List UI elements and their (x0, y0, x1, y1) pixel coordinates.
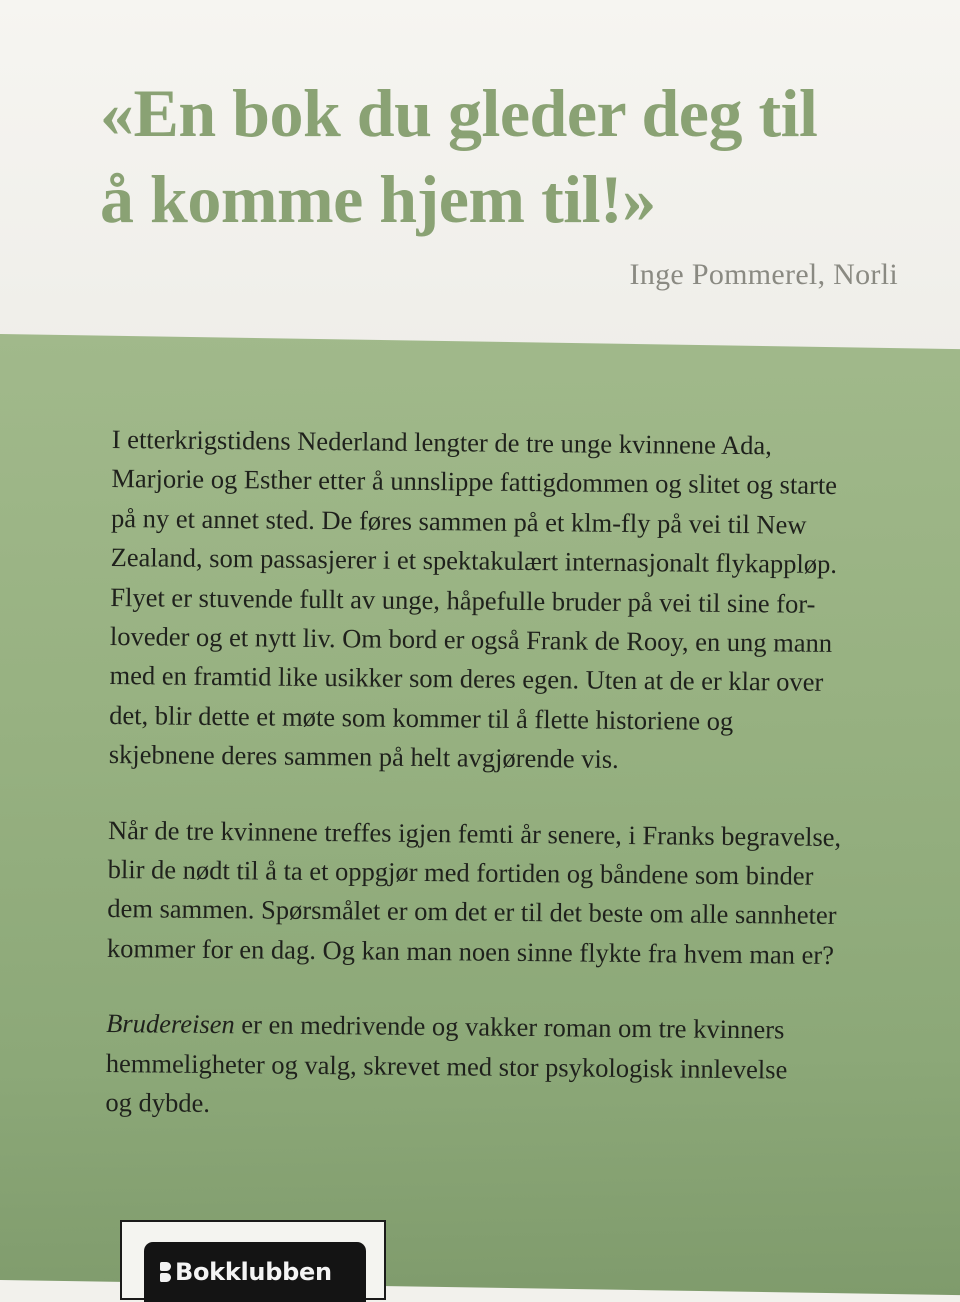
book-description (105, 420, 912, 1166)
paragraph-line: kommer for en dag. Og kan man noen sinne flykte fra hvem man er? (106, 932, 835, 970)
paragraph-line: blir de nødt til å ta et oppgjør med fortiden og båndene som binder (107, 854, 814, 891)
paragraph-line-rest: er en medrivende og vakker roman om tre kvinners (234, 1009, 785, 1045)
quote-attribution: Inge Pommerel, Norli (629, 258, 898, 291)
paragraph-line: hemmeligheter og valg, skrevet med stor psykologisk innlevelse (105, 1047, 788, 1085)
paragraph-line: og dybde. (105, 1087, 211, 1119)
paragraph-line: det, blir dette et møte som kommer til å flette historiene og (109, 699, 734, 736)
book-title: Brudereisen (106, 1008, 235, 1040)
paragraph-line: Når de tre kvinnene treffes igjen femti år senere, i Franks begravelse, (107, 814, 842, 852)
paragraph-line: med en framtid like usikker som deres egen. Uten at de er klar over (109, 660, 824, 698)
paragraph-line: Zealand, som passasjerer i et spektakulært internasjonalt flykappløp. (110, 542, 838, 580)
description-paragraph-1 (109, 420, 912, 782)
publisher-name: Bokklubben (175, 1258, 332, 1286)
description-paragraph-3 (105, 1004, 906, 1130)
bokklubben-logo (144, 1242, 366, 1302)
paragraph-line: I etterkrigstidens Nederland lengter de tre unge kvinnene Ada, (111, 423, 772, 461)
paragraph-line: skjebnene deres sammen på helt avgjørende vis. (108, 739, 619, 775)
paragraph-line: Flyet er stuvende fullt av unge, håpefulle bruder på vei til sine for- (110, 581, 816, 619)
quote-line-1: «En bok du gleder deg til (100, 75, 818, 151)
review-quote (100, 70, 920, 242)
publisher-badge (120, 1220, 386, 1300)
paragraph-line: dem sammen. Spørsmålet er om det er til det beste om alle sannheter (107, 893, 837, 931)
paragraph-line: på ny et annet sted. De føres sammen på et klm-fly på vei til New (110, 502, 807, 540)
quote-line-2: å komme hjem til!» (100, 161, 656, 237)
bokklubben-logo-icon (160, 1262, 171, 1282)
description-paragraph-2 (107, 811, 908, 976)
paragraph-line: loveder og et nytt liv. Om bord er også Frank de Rooy, en ung mann (109, 621, 833, 658)
paragraph-line: Marjorie og Esther etter å unnslippe fattigdommen og slitet og starte (111, 463, 838, 501)
